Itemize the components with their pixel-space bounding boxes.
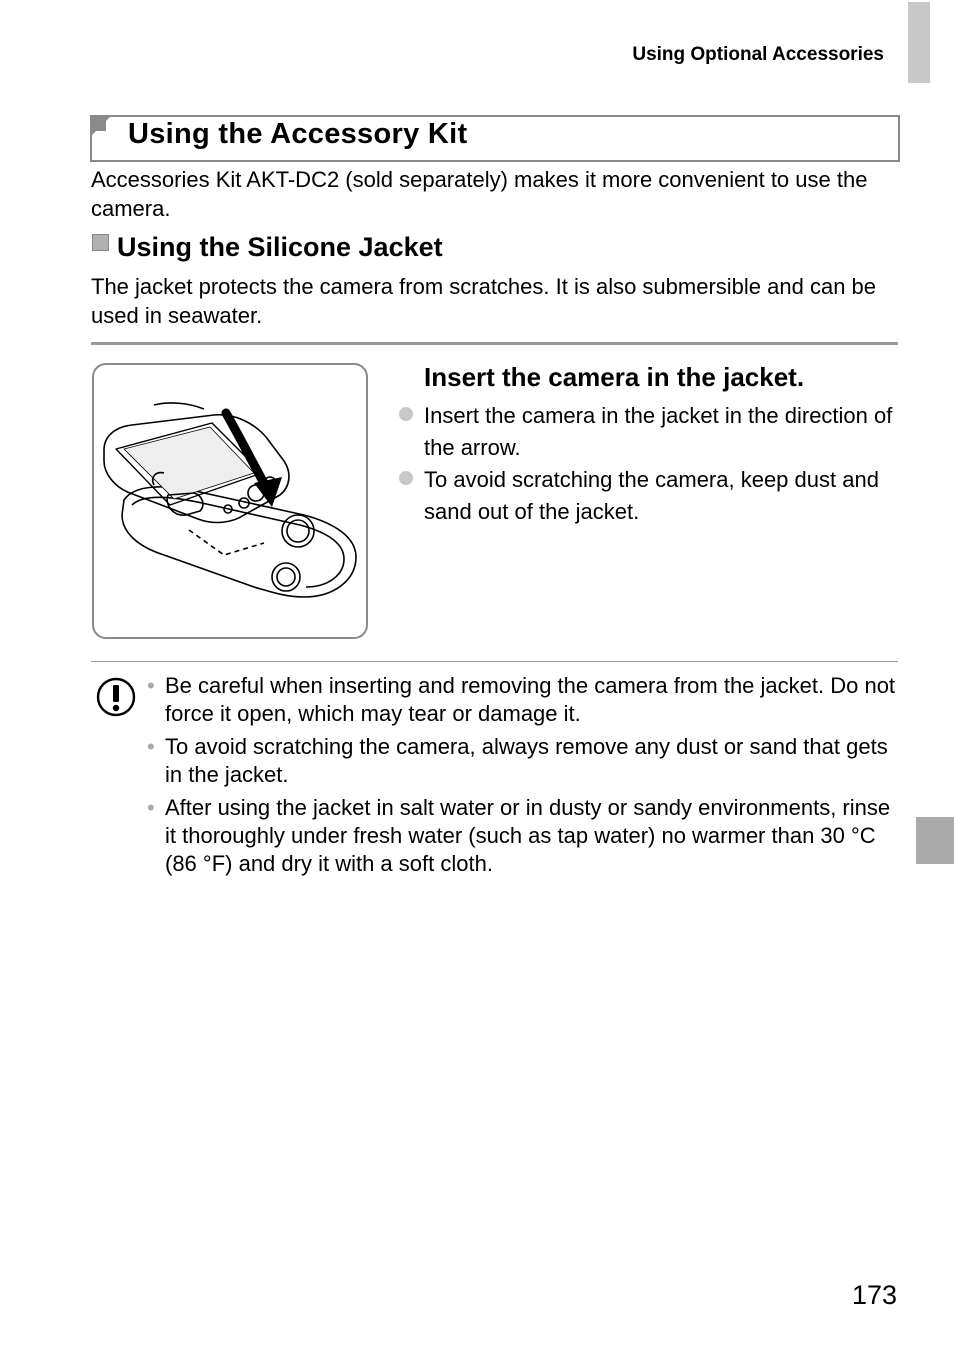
illustration-frame — [92, 363, 368, 639]
bullet-circle-icon — [399, 471, 413, 485]
section-marker-icon — [90, 115, 112, 137]
list-item-text: To avoid scratching the camera, always remove any dust or sand that gets in the jacket. — [165, 734, 888, 787]
page-number: 173 — [852, 1280, 898, 1310]
chapter-tab-side — [916, 817, 954, 864]
list-item-text: Insert the camera in the jacket in the direction of the arrow. — [424, 403, 893, 460]
caution-exclamation-icon — [96, 677, 136, 717]
list-item — [146, 672, 906, 728]
divider-thin — [91, 661, 898, 662]
divider-thick — [91, 342, 898, 345]
list-item — [398, 400, 903, 464]
bullet-dot-icon: • — [147, 734, 155, 759]
section-title: Using the Accessory Kit — [128, 118, 468, 150]
step-title: Insert the camera in the jacket. — [424, 362, 805, 392]
bullet-dot-icon: • — [147, 795, 155, 820]
list-item-text: To avoid scratching the camera, keep dust and sand out of the jacket. — [424, 467, 879, 524]
bullet-circle-icon — [399, 407, 413, 421]
subsection-body: The jacket protects the camera from scratches. It is also submersible and can be used in seawater. — [91, 274, 877, 328]
subsection-title: Using the Silicone Jacket — [117, 232, 443, 262]
list-item-text: After using the jacket in salt water or in dusty or sandy environments, rinse it thoroughly under fresh water (such as tap water) no warmer than 30 °C (86 °F) and dry it with a soft cloth. — [165, 795, 891, 876]
list-item — [398, 464, 903, 528]
step-bullets — [398, 400, 903, 528]
camera-jacket-illustration — [94, 365, 366, 637]
chapter-tab-top — [908, 2, 930, 83]
list-item — [146, 733, 906, 789]
running-header: Using Optional Accessories — [632, 44, 884, 65]
bullet-dot-icon: • — [147, 673, 155, 698]
subsection-marker-icon — [92, 234, 109, 251]
list-item-text: Be careful when inserting and removing the camera from the jacket. Do not force it open, which may tear or damage it. — [165, 673, 896, 726]
caution-list — [146, 672, 906, 883]
list-item — [146, 794, 906, 878]
section-intro: Accessories Kit AKT-DC2 (sold separately) makes it more convenient to use the camera. — [91, 167, 868, 221]
